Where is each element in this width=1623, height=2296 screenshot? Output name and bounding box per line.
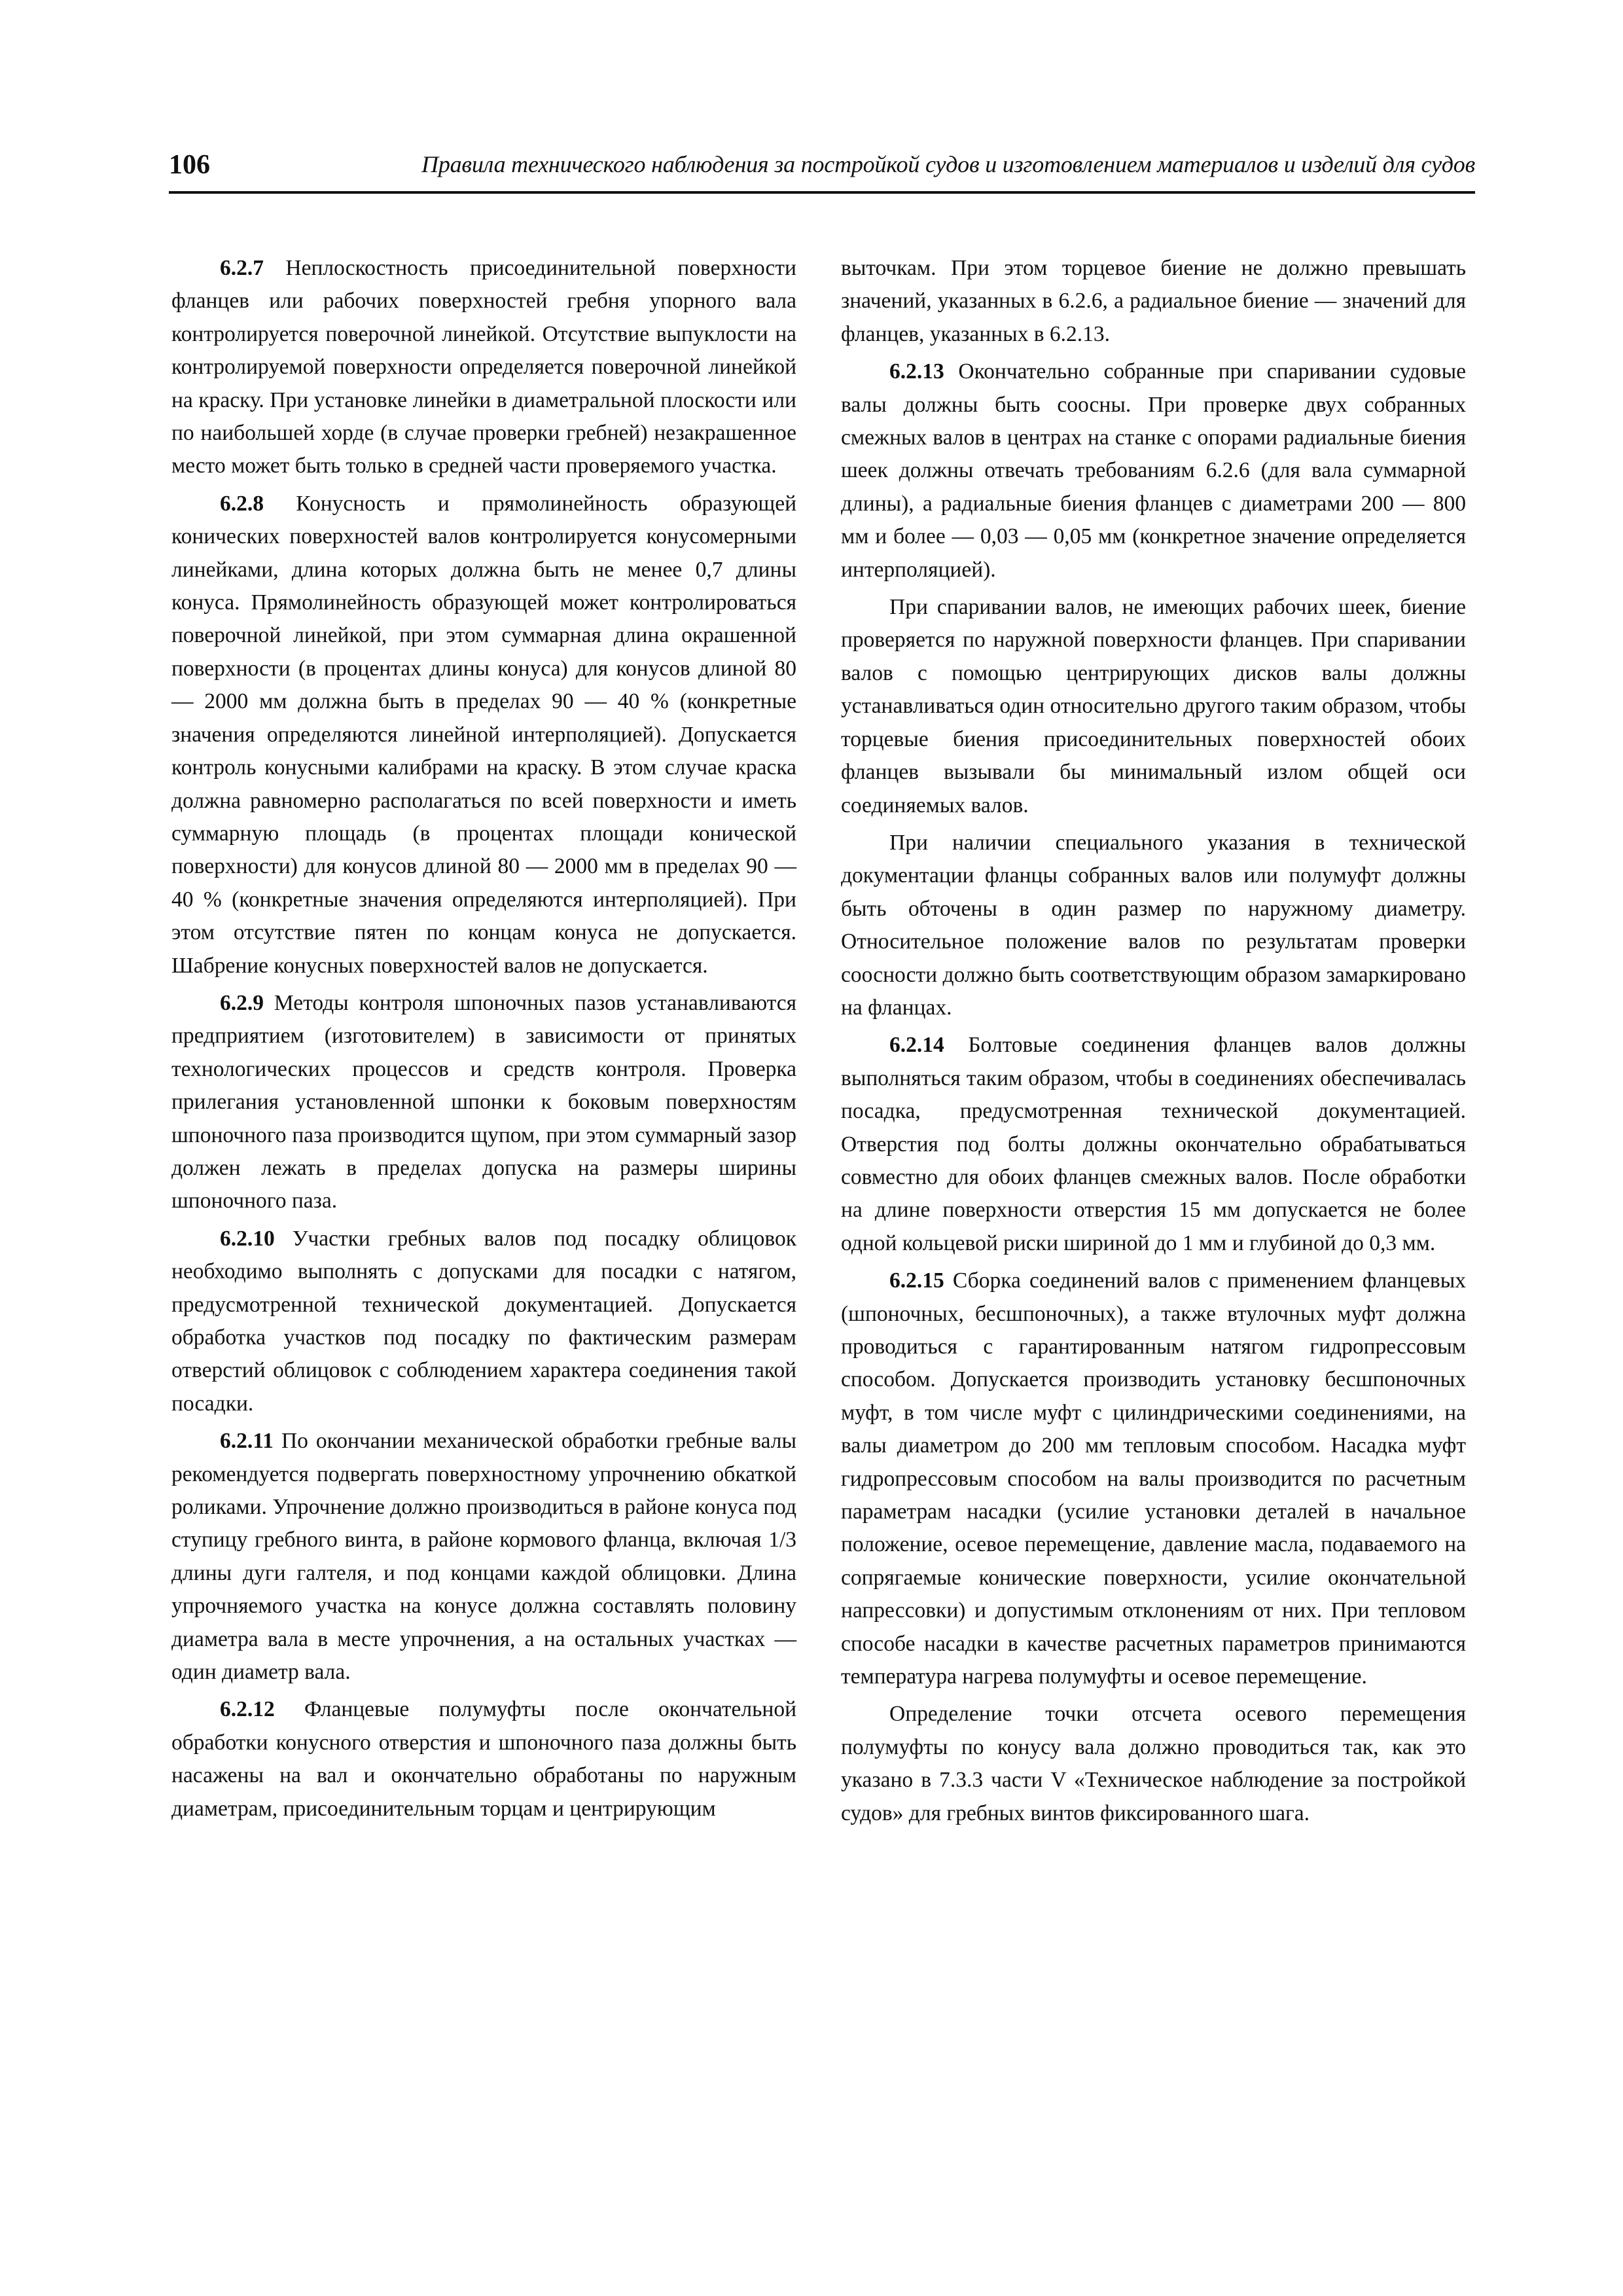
paragraph xyxy=(841,1698,1466,1830)
paragraph-text: При наличии специального указания в технической документации фланцы собранных валов или полумуфт должны быть обточены в один размер по наружному диаметру. Относительное положение валов по результатам проверки соосности должно быть соответствующим образом замаркировано на фланцах. xyxy=(841,830,1466,1020)
clause-number: 6.2.10 xyxy=(220,1226,275,1251)
running-title: Правила технического наблюдения за постройкой судов и изготовлением материалов и изделий для судов xyxy=(421,151,1475,177)
page-number: 106 xyxy=(169,150,210,180)
clause-number: 6.2.13 xyxy=(889,359,944,384)
clause-number: 6.2.11 xyxy=(220,1429,274,1454)
clause-6-2-11 xyxy=(171,1425,796,1689)
clause-6-2-8 xyxy=(171,488,796,982)
clause-text: Болтовые соединения фланцев валов должны выполняться таким образом, чтобы в соединениях обеспечивалась посадка, предусмотренная технической документацией. Отверстия под болты должны окончательно обрабатываться совместно для обоих фланцев смежных валов. После обработки на длине поверхности отверстия 15 мм допускается не более одной кольцевой риски шириной до 1 мм и глубиной до 0,3 мм. xyxy=(841,1033,1466,1255)
clause-text: Окончательно собранные при спаривании судовые валы должны быть соосны. При проверке двух собранных смежных валов в центрах на станке с опорами радиальные биения шеек должны отвечать требованиям 6.2.6 (для вала суммарной длины), а радиальные биения фланцев с диаметрами 200 — 800 мм и более — 0,03 — 0,05 мм (конкретное значение определяется интерполяцией). xyxy=(841,359,1466,582)
clause-6-2-15 xyxy=(841,1265,1466,1693)
clause-6-2-12 xyxy=(171,1693,796,1825)
clause-text: Фланцевые полумуфты после окончательной обработки конусного отверстия и шпоночного паза должны быть насажены на вал и окончательно обработаны по наружным диаметрам, присоединительным торцам и центрирующим xyxy=(171,1697,796,1821)
clause-6-2-13 xyxy=(841,355,1466,586)
clause-6-2-10 xyxy=(171,1223,796,1420)
clause-6-2-7 xyxy=(171,252,796,483)
clause-number: 6.2.9 xyxy=(220,990,264,1015)
clause-6-2-9 xyxy=(171,987,796,1218)
clause-number: 6.2.15 xyxy=(889,1268,944,1293)
page-header xyxy=(169,145,1475,194)
clause-6-2-12-continued xyxy=(841,252,1466,351)
clause-text: Методы контроля шпоночных пазов устанавливаются предприятием (изготовителем) в зависимости от принятых технологических процессов и средств контроля. Проверка прилегания установленной шпонки к боковым поверхностям шпоночного паза производится щупом, при этом суммарный зазор должен лежать в пределах допуска на размеры ширины шпоночного паза. xyxy=(171,990,796,1213)
clause-6-2-14 xyxy=(841,1029,1466,1260)
clause-text: Неплоскостность присоединительной поверхности фланцев или рабочих поверхностей гребня упорного вала контролируется поверочной линейкой. Отсутствие выпуклости на контролируемой поверхности определяется поверочной линейкой на краску. При установке линейки в диаметральной плоскости или по наибольшей хорде (в случае проверки гребней) незакрашенное место может быть только в средней части проверяемого участка. xyxy=(171,256,796,478)
clause-text: Участки гребных валов под посадку облицовок необходимо выполнять с допусками для посадки с натягом, предусмотренной технической документацией. Допускается обработка участков под посадку по фактическим размерам отверстий облицовок с соблюдением характера соединения такой посадки. xyxy=(171,1226,796,1416)
paragraph xyxy=(841,591,1466,822)
clause-text: Сборка соединений валов с применением фланцевых (шпоночных, бесшпоночных), а также втулочных муфт должна проводиться с гарантированным натягом гидропрессовым способом. Допускается производить установку бесшпоночных муфт, в том числе муфт с цилиндрическими соединениями, на валы диаметром до 200 мм тепловым способом. Насадка муфт гидропрессовым способом на валы производится по расчетным параметрам насадки (усилие установки деталей в начальное положение, осевое перемещение, давление масла, подаваемого на сопрягаемые конические поверхности, усилие окончательной напрессовки) и допустимым отклонениям от них. При тепловом способе насадки в качестве расчетных параметров принимаются температура нагрева полумуфты и осевое перемещение. xyxy=(841,1268,1466,1689)
paragraph xyxy=(841,827,1466,1024)
clause-number: 6.2.12 xyxy=(220,1697,275,1722)
paragraph-text: При спаривании валов, не имеющих рабочих шеек, биение проверяется по наружной поверхности фланцев. При спаривании валов с помощью центрирующих дисков валы должны устанавливаться один относительно другого таким образом, чтобы торцевые биения присоединительных поверхностей обоих фланцев вызывали бы минимальный излом общей оси соединяемых валов. xyxy=(841,595,1466,817)
clause-number: 6.2.8 xyxy=(220,491,264,516)
left-column xyxy=(171,252,796,1830)
clause-number: 6.2.7 xyxy=(220,256,264,280)
right-column xyxy=(841,252,1466,1835)
clause-text: Конусность и прямолинейность образующей конических поверхностей валов контролируется конусомерными линейками, длина которых должна быть не менее 0,7 длины конуса. Прямолинейность образующей может контролироваться поверочной линейкой, при этом суммарная длина окрашенной поверхности (в процентах длины конуса) для конусов длиной 80 — 2000 мм должна быть в пределах 90 — 40 % (конкретные значения определяются линейной интерполяцией). Допускается контроль конусными калибрами на краску. В этом случае краска должна равномерно располагаться по всей поверхности и иметь суммарную площадь (в процентах площади конической поверхности) для конусов длиной 80 — 2000 мм в пределах 90 — 40 % (конкретные значения определяются интерполяцией). При этом отсутствие пятен по концам конуса не допускается. Шабрение конусных поверхностей валов не допускается. xyxy=(171,491,796,978)
clause-text: По окончании механической обработки гребные валы рекомендуется подвергать поверхностному упрочнению обкаткой роликами. Упрочнение должно производиться в районе конуса под ступицу гребного винта, в районе кормового фланца, включая 1/3 длины дуги галтеля, и под концами каждой облицовки. Длина упрочняемого участка на конусе должна составлять половину диаметра вала в месте упрочнения, а на остальных участках — один диаметр вала. xyxy=(171,1429,797,1685)
clause-text: выточкам. При этом торцевое биение не должно превышать значений, указанных в 6.2.6, а радиальное биение — значений для фланцев, указанных в 6.2.13. xyxy=(841,256,1466,346)
paragraph-text: Определение точки отсчета осевого перемещения полумуфты по конусу вала должно проводиться так, как это указано в 7.3.3 части V «Техническое наблюдение за постройкой судов» для гребных винтов фиксированного шага. xyxy=(841,1702,1466,1825)
clause-number: 6.2.14 xyxy=(889,1033,944,1058)
